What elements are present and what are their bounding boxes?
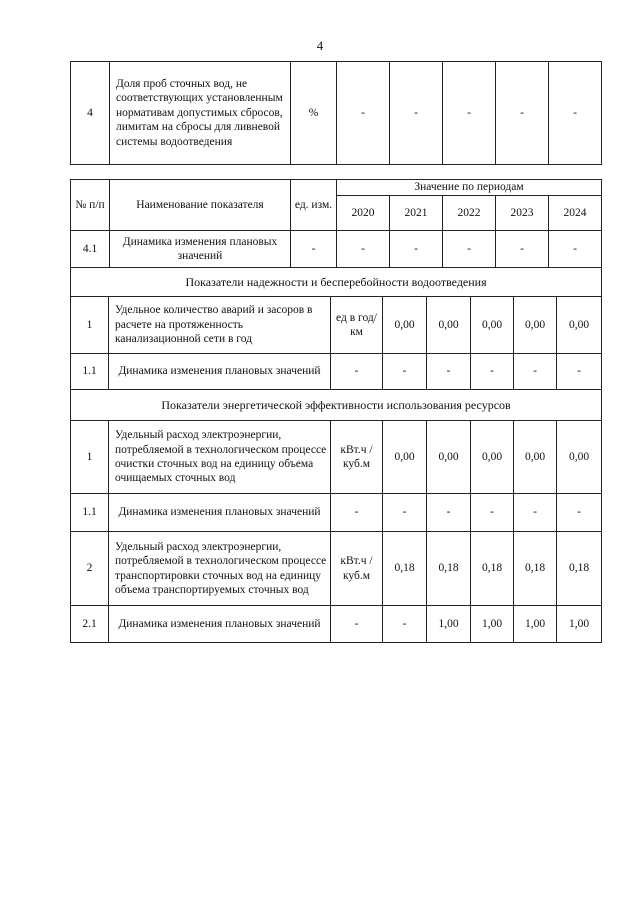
- table-row: [71, 231, 602, 268]
- value-2024: 0,18: [557, 532, 602, 606]
- row-number: 1.1: [71, 354, 109, 390]
- section-title-reliability: Показатели надежности и бесперебойности водоотведения: [71, 268, 602, 297]
- table-row: [71, 532, 602, 606]
- row-number: 4: [71, 62, 110, 165]
- unit: -: [331, 606, 383, 643]
- value-2022: 0,18: [471, 532, 514, 606]
- value-2020: -: [337, 62, 390, 165]
- value-2023: 1,00: [514, 606, 557, 643]
- header-periods: Значение по периодам: [337, 180, 602, 196]
- row-number: 4.1: [71, 231, 110, 268]
- unit: ед в год/ км: [331, 297, 383, 354]
- value-2021: -: [390, 62, 443, 165]
- table-row: [71, 494, 602, 532]
- header-year: 2023: [496, 196, 549, 231]
- section-row: [71, 390, 602, 421]
- indicators-table-main: [70, 267, 602, 643]
- header-unit: ед. изм.: [291, 180, 337, 231]
- value-2021: -: [427, 354, 471, 390]
- value-2022: -: [443, 231, 496, 268]
- value-2022: 0,00: [471, 421, 514, 494]
- header-num: № п/п: [71, 180, 110, 231]
- value-2022: -: [471, 494, 514, 532]
- value-2021: 0,00: [427, 421, 471, 494]
- unit: кВт.ч / куб.м: [331, 532, 383, 606]
- value-2020: -: [383, 354, 427, 390]
- row-number: 1.1: [71, 494, 109, 532]
- value-2024: 0,00: [557, 297, 602, 354]
- header-year: 2020: [337, 196, 390, 231]
- table-row: [71, 606, 602, 643]
- unit: -: [331, 354, 383, 390]
- header-year: 2024: [549, 196, 602, 231]
- value-2020: 0,18: [383, 532, 427, 606]
- value-2020: 0,00: [383, 421, 427, 494]
- value-2024: -: [557, 494, 602, 532]
- value-2023: -: [514, 494, 557, 532]
- value-2022: -: [443, 62, 496, 165]
- value-2020: -: [383, 606, 427, 643]
- table-row: [71, 354, 602, 390]
- indicator-name: Удельное количество аварий и засоров в расчете на протяженность канализационной сети в год: [109, 297, 331, 354]
- value-2023: 0,00: [514, 297, 557, 354]
- indicator-name: Удельный расход электроэнергии, потребляемой в технологическом процессе транспортировки сточных вод на единицу объема транспортируемых сточных вод: [109, 532, 331, 606]
- value-2023: -: [496, 231, 549, 268]
- row-number: 2.1: [71, 606, 109, 643]
- value-2021: -: [390, 231, 443, 268]
- value-2020: -: [337, 231, 390, 268]
- table-row: [71, 297, 602, 354]
- value-2020: 0,00: [383, 297, 427, 354]
- row-number: 2: [71, 532, 109, 606]
- indicator-name: Динамика изменения плановых значений: [110, 231, 291, 268]
- value-2021: 1,00: [427, 606, 471, 643]
- value-2023: -: [496, 62, 549, 165]
- value-2024: -: [549, 62, 602, 165]
- value-2020: -: [383, 494, 427, 532]
- value-2021: -: [427, 494, 471, 532]
- table-row: [71, 62, 602, 165]
- header-name: Наименование показателя: [110, 180, 291, 231]
- unit: кВт.ч / куб.м: [331, 421, 383, 494]
- table-row: [71, 421, 602, 494]
- unit: -: [331, 494, 383, 532]
- row-number: 1: [71, 421, 109, 494]
- value-2024: 0,00: [557, 421, 602, 494]
- header-year: 2021: [390, 196, 443, 231]
- value-2023: -: [514, 354, 557, 390]
- value-2024: -: [549, 231, 602, 268]
- value-2022: 0,00: [471, 297, 514, 354]
- value-2022: -: [471, 354, 514, 390]
- header-year: 2022: [443, 196, 496, 231]
- section-title-energy: Показатели энергетической эффективности использования ресурсов: [71, 390, 602, 421]
- page-number: 4: [316, 38, 324, 53]
- row-number: 1: [71, 297, 109, 354]
- section-row: [71, 268, 602, 297]
- unit: %: [291, 62, 337, 165]
- unit: -: [291, 231, 337, 268]
- indicators-table-continuation: [70, 61, 602, 165]
- indicator-name: Динамика изменения плановых значений: [109, 494, 331, 532]
- value-2021: 0,18: [427, 532, 471, 606]
- value-2024: -: [557, 354, 602, 390]
- indicator-name: Динамика изменения плановых значений: [109, 354, 331, 390]
- value-2022: 1,00: [471, 606, 514, 643]
- value-2021: 0,00: [427, 297, 471, 354]
- indicator-name: Доля проб сточных вод, не соответствующих установленным нормативам допустимых сбросов, лимитам на сбросы для ливневой системы водоотведения: [110, 62, 291, 165]
- value-2024: 1,00: [557, 606, 602, 643]
- value-2023: 0,00: [514, 421, 557, 494]
- indicator-name: Удельный расход электроэнергии, потребляемой в технологическом процессе очистки сточных вод на единицу объема очищаемых сточных вод: [109, 421, 331, 494]
- indicators-table-header: [70, 179, 602, 268]
- header-row: [71, 180, 602, 196]
- value-2023: 0,18: [514, 532, 557, 606]
- indicator-name: Динамика изменения плановых значений: [109, 606, 331, 643]
